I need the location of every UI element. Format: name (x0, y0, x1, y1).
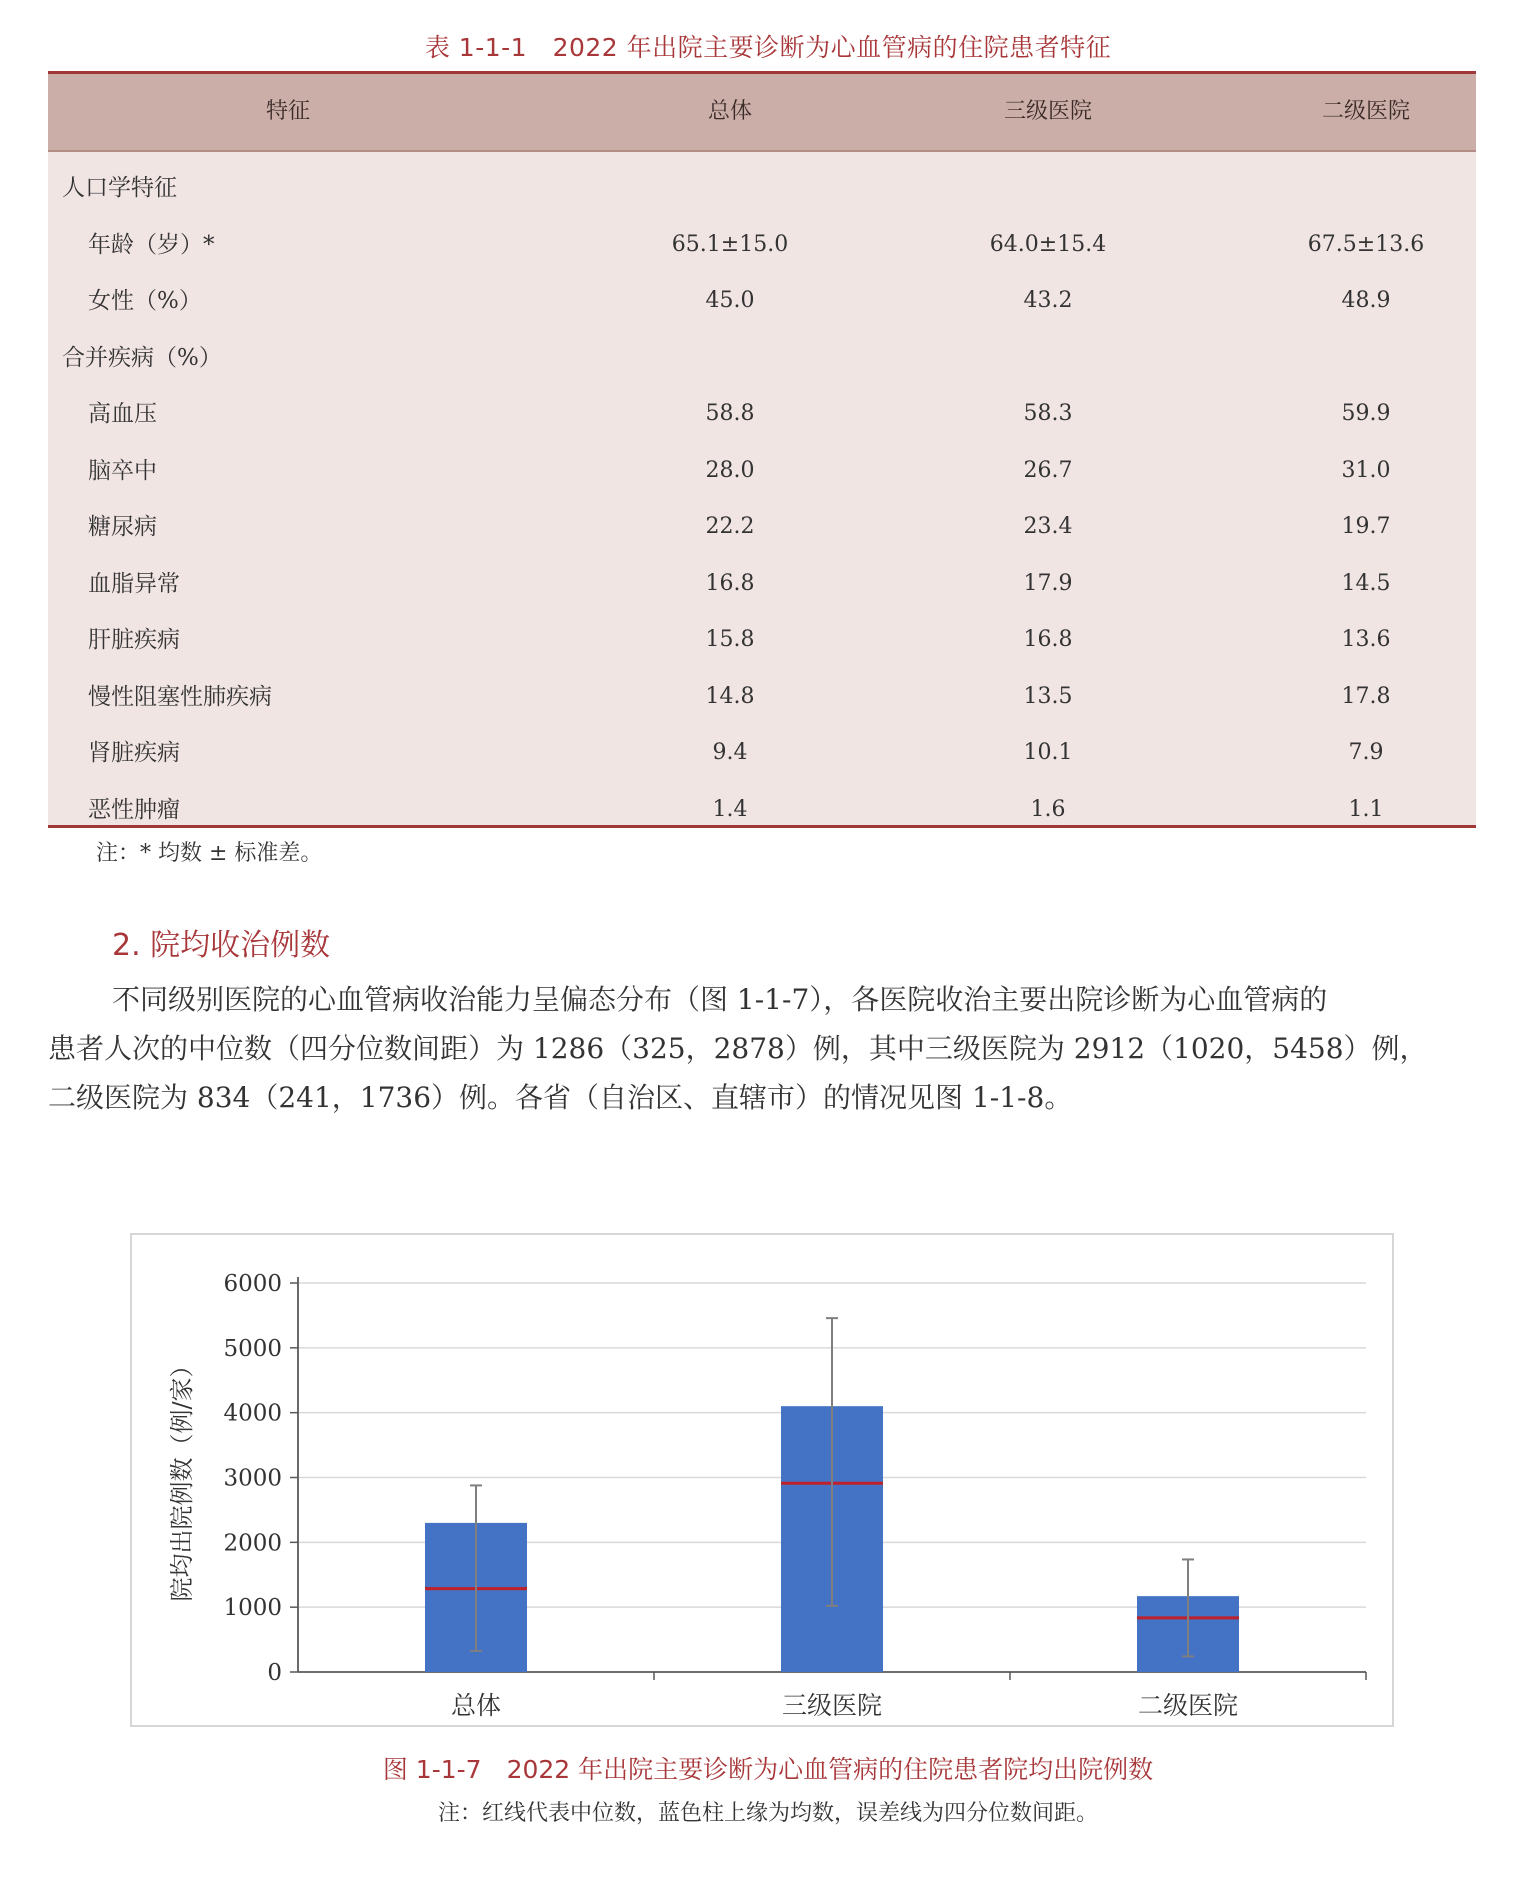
table-cell: 65.1±15.0 (671, 231, 789, 257)
column-header-secondary: 二级医院 (1321, 99, 1410, 124)
paragraph-line: 不同级别医院的心血管病收治能力呈偏态分布（图 1-1-7），各医院收治主要出院诊断为心血管病的 (112, 983, 1328, 1016)
table-row (48, 782, 1476, 838)
table-cell: 58.8 (705, 401, 755, 426)
table-cell: 17.9 (1023, 570, 1073, 596)
table-cell: 15.8 (705, 627, 755, 652)
table-cell: 28.0 (705, 457, 755, 483)
table-cell: 13.5 (1023, 683, 1073, 709)
x-category-label: 二级医院 (1137, 1691, 1239, 1720)
table-cell: 22.2 (705, 514, 755, 539)
table-row (48, 217, 1476, 273)
table-cell: 64.0±15.4 (989, 231, 1107, 257)
section-heading: 2. 院均收治例数 (112, 928, 331, 963)
row-label: 糖尿病 (88, 514, 157, 540)
row-label: 恶性肿瘤 (88, 796, 180, 823)
x-category-label: 总体 (450, 1691, 502, 1720)
paragraph-line: 患者人次的中位数（四分位数间距）为 1286（325，2878）例，其中三级医院为 2912（1020，5458）例， (48, 1032, 1428, 1065)
table-cell: 1.6 (1030, 796, 1066, 822)
table-group-row (48, 330, 1476, 386)
column-header-feature: 特征 (265, 99, 310, 124)
group-label: 合并疾病（%） (62, 344, 222, 371)
table-row (48, 386, 1476, 442)
table-cell: 23.4 (1023, 514, 1073, 539)
table-cell: 10.1 (1023, 740, 1073, 765)
row-label: 肾脏疾病 (88, 740, 180, 766)
row-label: 脑卒中 (88, 457, 157, 484)
y-tick-label: 6000 (223, 1271, 282, 1297)
table-row (48, 443, 1476, 499)
y-tick-label: 1000 (223, 1595, 282, 1622)
y-tick-label: 3000 (223, 1465, 282, 1492)
figure-note: 注：红线代表中位数，蓝色柱上缘为均数，误差线为四分位数间距。 (437, 1801, 1098, 1826)
data-table (48, 71, 1476, 828)
chart-frame (130, 1233, 1394, 1727)
table-cell: 14.8 (705, 683, 755, 709)
column-header-overall: 总体 (707, 99, 752, 124)
table-row (48, 669, 1476, 725)
y-tick-label: 4000 (223, 1400, 282, 1427)
row-label: 高血压 (88, 401, 157, 427)
table-cell: 16.8 (1023, 627, 1073, 652)
table-cell: 43.2 (1023, 288, 1073, 313)
table-group-row (48, 160, 1476, 216)
table-cell: 9.4 (712, 740, 748, 765)
table-cell: 16.8 (705, 570, 755, 596)
table-title: 表 1-1-1 2022 年出院主要诊断为心血管病的住院患者特征 (424, 33, 1112, 62)
table-cell: 1.4 (712, 796, 748, 822)
table-row (48, 725, 1476, 781)
figure-caption: 图 1-1-7 2022 年出院主要诊断为心血管病的住院患者院均出院例数 (382, 1755, 1154, 1784)
y-tick-label: 0 (267, 1660, 282, 1686)
table-cell: 67.5±13.6 (1307, 231, 1425, 257)
group-label: 人口学特征 (62, 175, 177, 201)
y-tick-label: 5000 (223, 1335, 282, 1362)
table-cell: 17.8 (1341, 683, 1391, 709)
x-category-label: 三级医院 (781, 1691, 883, 1720)
table-note: 注：* 均数 ± 标准差。 (96, 841, 323, 866)
table-cell: 1.1 (1348, 796, 1384, 822)
y-tick-label: 2000 (223, 1530, 282, 1557)
row-label: 慢性阻塞性肺疾病 (88, 683, 272, 710)
table-cell: 19.7 (1341, 514, 1391, 539)
bar-chart (132, 1235, 1396, 1729)
table-row (48, 273, 1476, 329)
table-cell: 13.6 (1341, 627, 1391, 652)
table-cell: 7.9 (1348, 740, 1384, 765)
table-cell: 48.9 (1341, 288, 1391, 313)
row-label: 女性（%） (88, 288, 202, 314)
table-cell: 45.0 (705, 288, 755, 313)
table-cell: 59.9 (1341, 401, 1391, 426)
column-header-tertiary: 三级医院 (1003, 99, 1092, 124)
table-row (48, 612, 1476, 668)
row-label: 血脂异常 (88, 570, 180, 597)
y-axis-label: 院均出院例数（例/家） (168, 1353, 196, 1602)
table-cell: 31.0 (1341, 457, 1391, 483)
paragraph-line: 二级医院为 834（241，1736）例。各省（自治区、直辖市）的情况见图 1-1-8。 (48, 1081, 1073, 1114)
table-cell: 26.7 (1023, 457, 1073, 483)
table-row (48, 499, 1476, 555)
table-cell: 14.5 (1341, 570, 1391, 596)
table-row (48, 556, 1476, 612)
table-cell: 58.3 (1023, 401, 1073, 426)
row-label: 年龄（岁）* (88, 231, 215, 258)
table-header (48, 74, 1476, 152)
row-label: 肝脏疾病 (88, 627, 180, 653)
